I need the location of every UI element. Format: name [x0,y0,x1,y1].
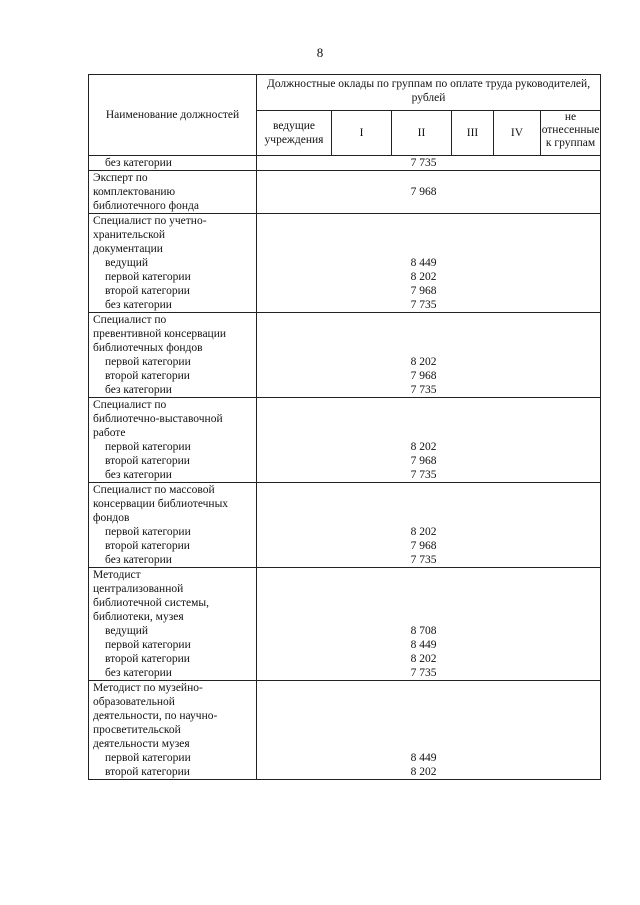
blank-line [257,681,600,695]
salary-value: 7 735 [410,667,437,679]
blank-line [257,341,600,355]
page-number: 8 [316,45,324,60]
position-heading: Специалист по массовой [93,484,215,496]
position-name-cell [89,681,257,780]
blank-line [257,511,600,525]
position-heading: Специалист по [93,314,167,326]
position-heading: превентивной консервации [93,328,227,340]
position-name-cell [89,214,257,313]
position-name-cell [89,398,257,483]
blank-line [257,582,600,596]
salary-value-cell [257,568,601,681]
blank-line [257,327,600,341]
salary-value: 8 202 [410,653,437,665]
category-label: второй категории [105,455,190,467]
position-name-cell [89,483,257,568]
table-row [89,398,601,483]
position-heading: Эксперт по [93,172,148,184]
salary-value: 7 968 [410,186,437,198]
table-row [89,568,601,681]
position-heading: просветительской [93,724,181,736]
salary-value-cell [257,483,601,568]
header-group-3: III [452,111,494,156]
category-label: ведущий [105,625,149,637]
salary-value: 8 449 [410,639,437,651]
salary-value: 7 735 [410,157,437,169]
position-heading: библиотечно-выставочной [93,413,223,425]
blank-line [257,412,600,426]
blank-line [257,214,600,228]
position-heading: централизованной [93,583,184,595]
salary-value-cell [257,171,601,214]
blank-line [257,568,600,582]
position-heading: библиотеки, музея [93,611,184,623]
blank-line [257,242,600,256]
header-group-4: IV [494,111,541,156]
category-label: первой категории [105,356,191,368]
salary-value: 7 735 [410,299,437,311]
salary-value: 7 968 [410,370,437,382]
salary-value: 8 202 [410,356,437,368]
blank-line [257,228,600,242]
position-heading: консервации библиотечных [93,498,229,510]
salary-table [88,74,601,780]
category-label: ведущий [105,257,149,269]
category-label: первой категории [105,752,191,764]
category-label: без категории [105,157,172,169]
salary-value: 7 735 [410,554,437,566]
salary-value: 7 968 [410,540,437,552]
blank-line [257,709,600,723]
position-heading: Методист [93,569,141,581]
position-name-cell [89,568,257,681]
blank-line [257,723,600,737]
salary-value: 8 708 [410,625,437,637]
position-heading: документации [93,243,163,255]
position-heading: Специалист по учетно- [93,215,207,227]
header-salary-groups: Должностные оклады по группам по оплате труда руководителей, рублей [257,75,601,111]
position-heading: деятельности, по научно- [93,710,218,722]
table-row [89,483,601,568]
category-label: без категории [105,299,172,311]
blank-line [257,426,600,440]
position-heading: деятельности музея [93,738,190,750]
header-position-name: Наименование должностей [89,75,257,156]
salary-value: 8 202 [410,441,437,453]
position-heading: Специалист по [93,399,167,411]
table-row [89,313,601,398]
position-heading: библиотечных фондов [93,342,203,354]
category-label: без категории [105,384,172,396]
salary-value-cell [257,681,601,780]
category-label: второй категории [105,285,190,297]
salary-value: 7 735 [410,384,437,396]
blank-line [257,313,600,327]
blank-line [257,695,600,709]
salary-value-cell [257,313,601,398]
header-group-2: II [392,111,452,156]
category-label: второй категории [105,653,190,665]
table-body [89,156,601,780]
blank-line [257,497,600,511]
category-label: первой категории [105,526,191,538]
salary-value: 8 449 [410,752,437,764]
category-label: без категории [105,469,172,481]
position-heading: библиотечного фонда [93,200,199,212]
blank-line [257,483,600,497]
table-row [89,156,601,171]
category-label: без категории [105,667,172,679]
blank-line [257,596,600,610]
position-name-cell [89,156,257,171]
table-row [89,171,601,214]
position-heading: Методист по музейно- [93,682,203,694]
blank-line [257,171,600,185]
category-label: второй категории [105,540,190,552]
salary-value: 7 735 [410,469,437,481]
salary-value: 8 202 [410,766,437,778]
position-name-cell [89,171,257,214]
table-row [89,214,601,313]
category-label: первой категории [105,639,191,651]
header-group-1: I [332,111,392,156]
blank-line [257,398,600,412]
header-not-grouped: не отнесенные к группам [541,111,601,156]
position-heading: библиотечной системы, [93,597,209,609]
position-heading: комплектованию [93,186,176,198]
blank-line [257,737,600,751]
salary-value-cell [257,156,601,171]
salary-value: 7 968 [410,455,437,467]
salary-value: 7 968 [410,285,437,297]
position-name-cell [89,313,257,398]
category-label: первой категории [105,441,191,453]
position-heading: работе [93,427,126,439]
blank-line [257,199,600,213]
salary-value: 8 202 [410,526,437,538]
salary-value-cell [257,398,601,483]
table-row [89,681,601,780]
category-label: второй категории [105,370,190,382]
position-heading: хранительской [93,229,166,241]
category-label: первой категории [105,271,191,283]
salary-value: 8 449 [410,257,437,269]
position-heading: фондов [93,512,130,524]
salary-value: 8 202 [410,271,437,283]
blank-line [257,610,600,624]
salary-value-cell [257,214,601,313]
position-heading: образовательной [93,696,175,708]
header-leading-institutions: ведущие учреждения [257,111,332,156]
category-label: без категории [105,554,172,566]
category-label: второй категории [105,766,190,778]
